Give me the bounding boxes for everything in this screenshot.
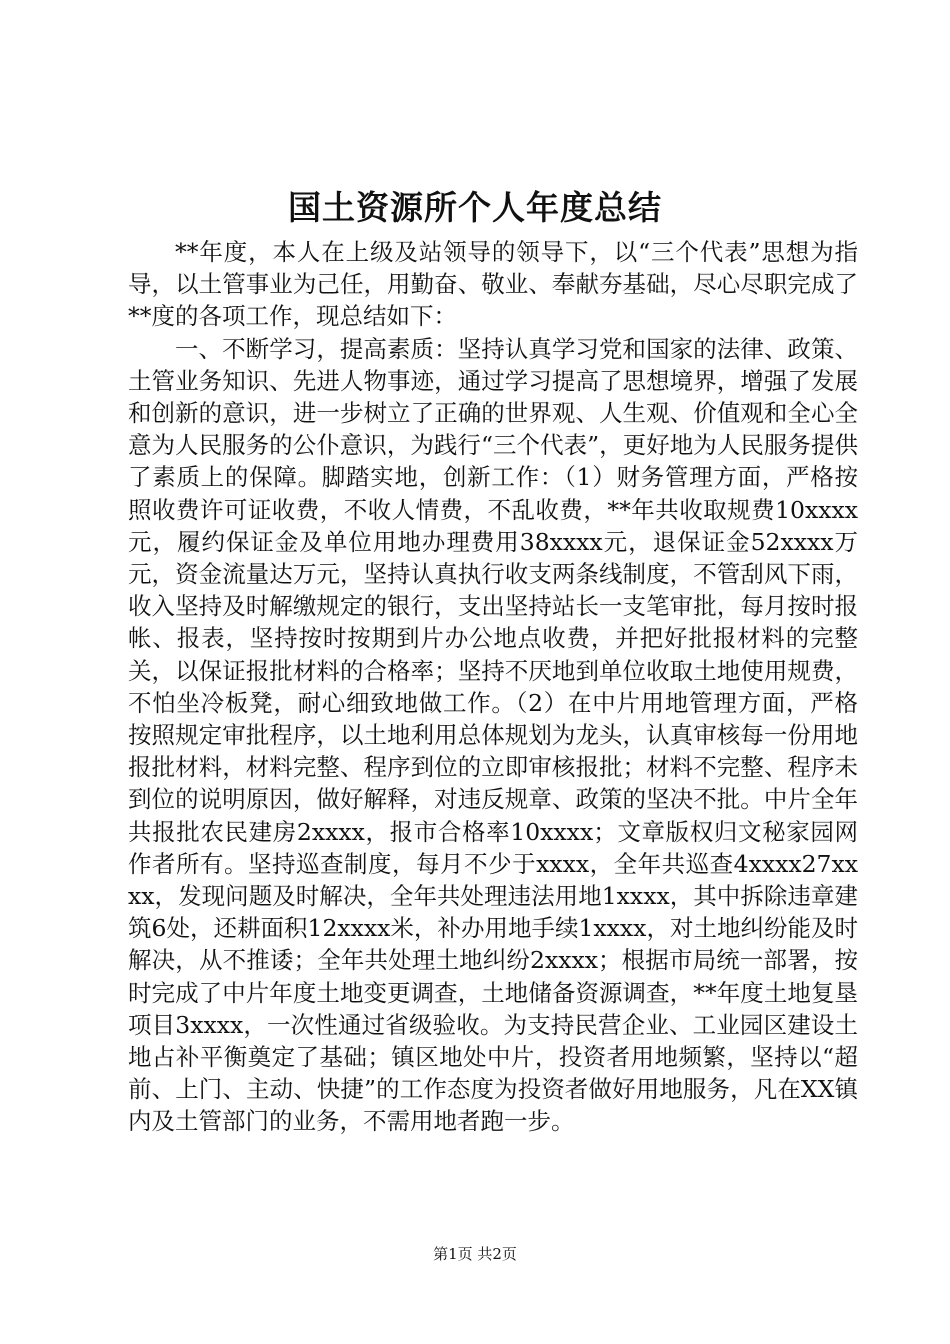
document-body	[128, 236, 858, 1138]
section-one-paragraph: 一、不断学习，提高素质：坚持认真学习党和国家的法律、政策、土管业务知识、先进人物事迹，通过学习提高了思想境界，增强了发展和创新的意识，进一步树立了正确的世界观、人生观、价值观和全心全意为人民服务的公仆意识，为践行“三个代表”，更好地为人民服务提供了素质上的保障。脚踏实地，创新工作：（1）财务管理方面，严格按照收费许可证收费，不收人情费，不乱收费，**年共收取规费10xxxx元，履约保证金及单位用地办理费用38xxxx元，退保证金52xxxx万元，资金流量达万元，坚持认真执行收支两条线制度，不管刮风下雨，收入坚持及时解缴规定的银行，支出坚持站长一支笔审批，每月按时报帐、报表，坚持按时按期到片办公地点收费，并把好批报材料的完整关，以保证报批材料的合格率；坚持不厌地到单位收取土地使用规费，不怕坐冷板凳，耐心细致地做工作。（2）在中片用地管理方面，严格按照规定审批程序，以土地利用总体规划为龙头，认真审核每一份用地报批材料，材料完整、程序到位的立即审核报批；材料不完整、程序未到位的说明原因，做好解释，对违反规章、政策的坚决不批。中片全年共报批农民建房2xxxx，报市合格率10xxxx；文章版权归文秘家园网作者所有。坚持巡查制度，每月不少于xxxx，全年共巡查4xxxx27xxxx，发现问题及时解决，全年共处理违法用地1xxxx，其中拆除违章建筑6处，还耕面积12xxxx米，补办用地手续1xxxx，对土地纠纷能及时解决，从不推诿；全年共处理土地纠纷2xxxx；根据市局统一部署，按时完成了中片年度土地变更调查，土地储备资源调查，**年度土地复垦项目3xxxx，一次性通过省级验收。为支持民营企业、工业园区建设土地占补平衡奠定了基础；镇区地处中片，投资者用地频繁，坚持以“超前、上门、主动、快捷”的工作态度为投资者做好用地服务，凡在XX镇内及土管部门的业务，不需用地者跑一步。	[128, 334, 858, 1136]
intro-paragraph: **年度，本人在上级及站领导的领导下，以“三个代表”思想为指导，以土管事业为己任，用勤奋、敬业、奉献夯基础，尽心尽职完成了**度的各项工作，现总结如下：	[128, 238, 858, 331]
document-title: 国土资源所个人年度总结	[288, 188, 662, 227]
page-footer: 第1页 共2页	[433, 1245, 517, 1263]
